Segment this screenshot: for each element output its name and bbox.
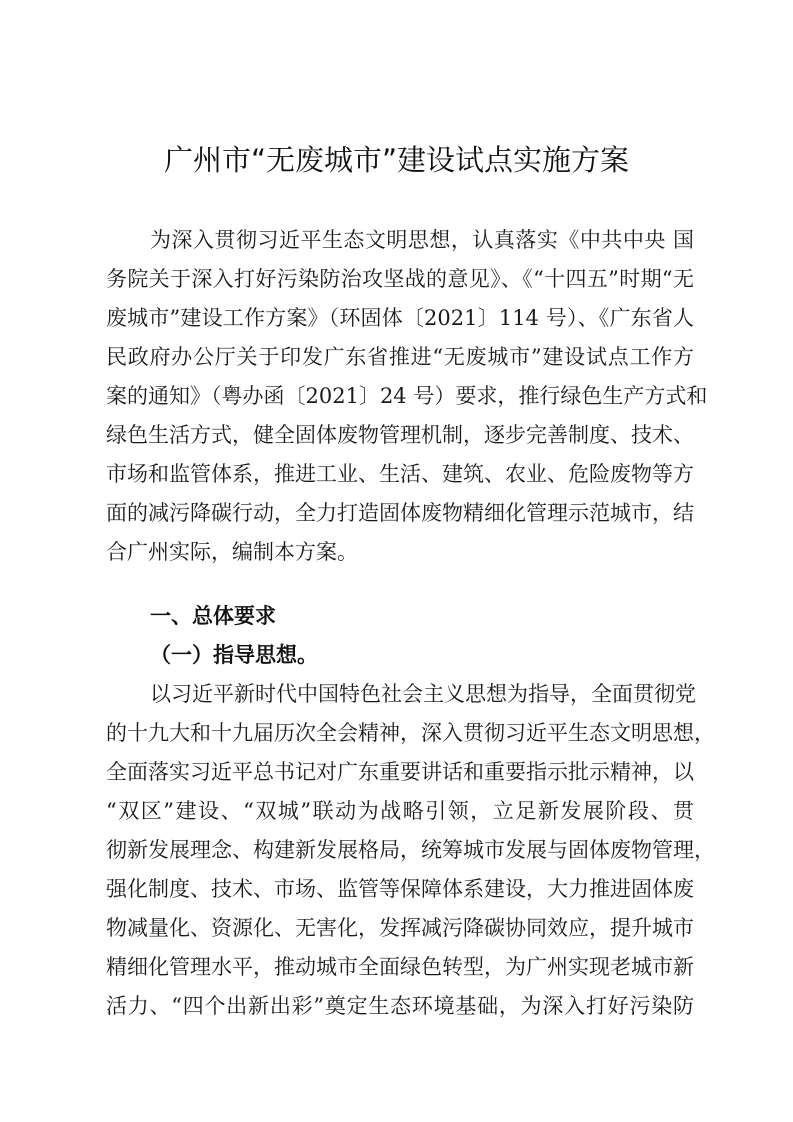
- guiding-line-3: 全面落实习近平总书记对广东重要讲话和重要指示批示精神，以: [106, 760, 694, 784]
- guiding-line-6: 强化制度、技术、市场、监管等保障体系建设，大力推进固体废: [106, 877, 694, 901]
- intro-line-7: 市场和监管体系，推进工业、生活、建筑、农业、危险废物等方: [106, 462, 694, 486]
- intro-line-3: 废城市”建设工作方案》（环固体〔2021〕114 号）、《广东省人: [106, 306, 694, 330]
- guiding-line-9: 活力、“四个出新出彩”奠定生态环境基础，为深入打好污染防: [106, 994, 694, 1018]
- guiding-line-7: 物减量化、资源化、无害化，发挥减污降碳协同效应，提升城市: [106, 916, 694, 940]
- guiding-line-1: 以习近平新时代中国特色社会主义思想为指导，全面贯彻党: [150, 682, 696, 706]
- intro-line-5: 案的通知》（粤办函〔2021〕24 号）要求，推行绿色生产方式和: [106, 384, 708, 408]
- section-heading: 一、总体要求: [150, 604, 276, 628]
- intro-line-6: 绿色生活方式，健全固体废物管理机制，逐步完善制度、技术、: [106, 423, 694, 447]
- subsection-heading: （一）指导思想。: [150, 642, 318, 667]
- guiding-line-8: 精细化管理水平，推动城市全面绿色转型，为广州实现老城市新: [106, 955, 694, 979]
- intro-line-2: 务院关于深入打好污染防治攻坚战的意见》、《“十四五”时期“无: [106, 267, 694, 291]
- intro-line-4: 民政府办公厅关于印发广东省推进“无废城市”建设试点工作方: [106, 345, 694, 369]
- guiding-line-5: 彻新发展理念、构建新发展格局，统筹城市发展与固体废物管理，: [106, 838, 715, 862]
- guiding-line-2: 的十九大和十九届历次全会精神，深入贯彻习近平生态文明思想，: [106, 721, 715, 745]
- intro-line-9: 合广州实际，编制本方案。: [106, 540, 358, 564]
- intro-line-1: 为深入贯彻习近平生态文明思想，认真落实《中共中央 国: [150, 228, 694, 252]
- guiding-line-4: “双区”建设、“双城”联动为战略引领，立足新发展阶段、贯: [106, 799, 694, 823]
- intro-line-8: 面的减污降碳行动，全力打造固体废物精细化管理示范城市，结: [106, 501, 694, 525]
- document-title: 广州市“无废城市”建设试点实施方案: [163, 143, 630, 177]
